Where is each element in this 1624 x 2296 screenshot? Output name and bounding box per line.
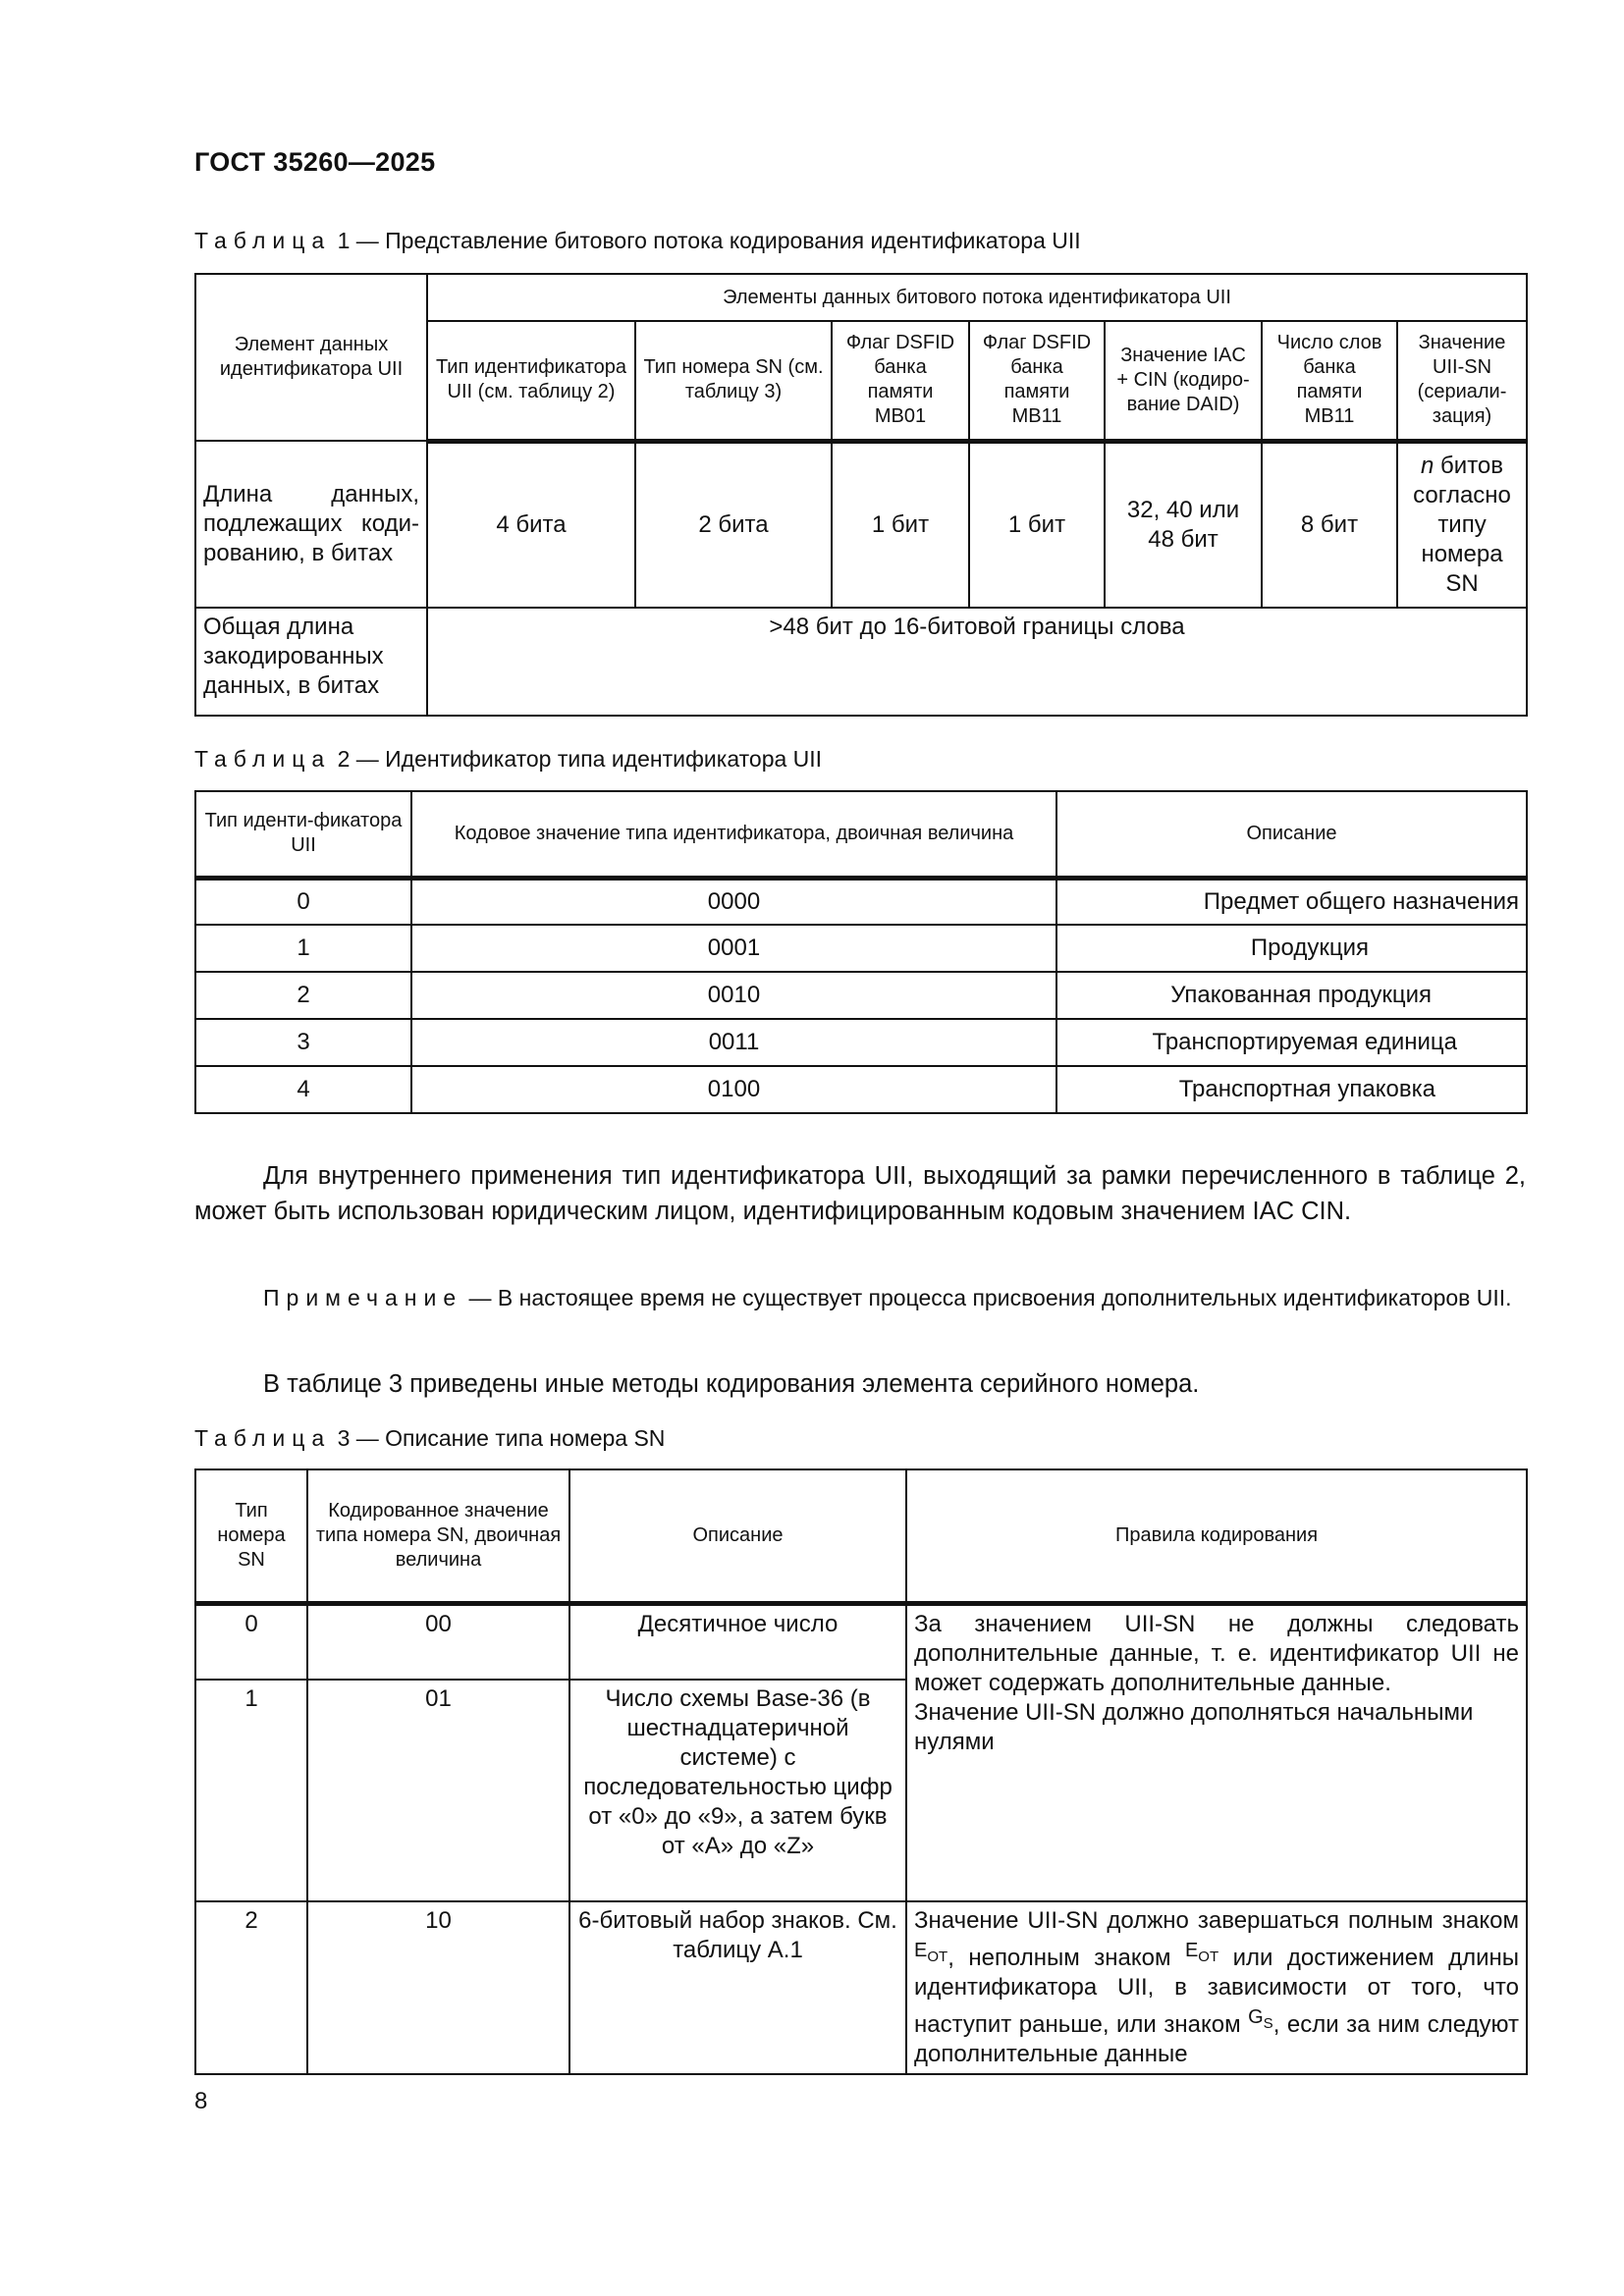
table1-cell: 1 бит — [832, 441, 969, 608]
table2-cell: Транспортная упаковка — [1056, 1066, 1527, 1113]
rule-01-b: Значение UII-SN должно дополняться начальными нулями — [914, 1698, 1474, 1755]
eot-sub: OT — [927, 1949, 948, 1965]
table2 — [194, 790, 1528, 1114]
table2-cell: Предмет общего назначения — [1056, 878, 1527, 925]
table3-cell: 1 — [195, 1680, 307, 1901]
document-header: ГОСТ 35260—2025 — [194, 147, 436, 177]
table2-cell: 4 — [195, 1066, 411, 1113]
table3-header: Тип номера SN — [195, 1469, 307, 1603]
table1-cell: 1 бит — [969, 441, 1105, 608]
gs-main: G — [1248, 2006, 1264, 2028]
rule-2-text: или достижением длины идентификатора UII, в зависимости от того, что наступит раньше, или знаком — [914, 1945, 1519, 2038]
rule-2-text: , если за ним следуют дополнительные данные — [914, 2011, 1519, 2067]
table1-cell: 4 бита — [427, 441, 635, 608]
table2-cell: 1 — [195, 925, 411, 972]
table3-header: Кодированное значение типа номера SN, двоичная величина — [307, 1469, 569, 1603]
note — [194, 1282, 1526, 1313]
table2-cell: 0010 — [411, 972, 1056, 1019]
eot-main: E — [914, 1940, 928, 1961]
eot-sub: OT — [1198, 1949, 1219, 1965]
table2-caption-label: Таблица — [194, 746, 332, 772]
note-text: — В настоящее время не существует процесса присвоения дополнительных идентификаторов UII. — [462, 1285, 1512, 1310]
table2-cell: 3 — [195, 1019, 411, 1066]
table1-cell: 2 бита — [635, 441, 832, 608]
italic-n: n — [1421, 452, 1435, 479]
table2-cell: Продукция — [1056, 925, 1527, 972]
table3-cell: Десятичное число — [569, 1603, 906, 1680]
table1-header: Число слов банка памяти MB11 — [1262, 321, 1397, 441]
table3-cell: 00 — [307, 1603, 569, 1680]
paragraph-1: Для внутреннего применения тип идентификатора UII, выходящий за рамки перечисленного в таблице 2, может быть использован юридическим лицом, идентифицированным кодовым значением IAC CIN. — [194, 1162, 1526, 1225]
table2-cell: 0011 — [411, 1019, 1056, 1066]
sn-length-text: битов согласно типу номера SN — [1413, 452, 1511, 597]
table2-cell: 2 — [195, 972, 411, 1019]
table3-caption-text: 3 — Описание типа номера SN — [331, 1425, 666, 1451]
table3-caption — [194, 1425, 665, 1452]
table2-header: Тип иденти-фикатора UII — [195, 791, 411, 878]
table3-cell: 01 — [307, 1680, 569, 1901]
table1-cell: 8 бит — [1262, 441, 1397, 608]
table1-group-header: Элементы данных битового потока идентификатора UII — [427, 274, 1527, 321]
table2-header: Описание — [1056, 791, 1527, 878]
table1-header: Значение IAC + CIN (кодиро-вание DAID) — [1105, 321, 1262, 441]
table2-caption-text: 2 — Идентификатор типа идентификатора UII — [331, 746, 823, 772]
table1-cell: 32, 40 или 48 бит — [1105, 441, 1262, 608]
table3-cell: 10 — [307, 1901, 569, 2074]
rule-2-text: , неполным знаком — [947, 1945, 1185, 1971]
gs-sub: S — [1263, 2015, 1273, 2032]
paragraph-2: В таблице 3 приведены иные методы кодирования элемента серийного номера. — [263, 1370, 1200, 1398]
rule-2-text: Значение UII-SN должно завершаться полным знаком — [914, 1907, 1519, 1934]
table2-cell: 0000 — [411, 878, 1056, 925]
table1-header: Значение UII-SN (сериали-зация) — [1397, 321, 1527, 441]
table2-cell: 0 — [195, 878, 411, 925]
table2-header: Кодовое значение типа идентификатора, двоичная величина — [411, 791, 1056, 878]
table2-cell: 0100 — [411, 1066, 1056, 1113]
table2-cell: Упакованная продукция — [1056, 972, 1527, 1019]
table1-cell-total: >48 бит до 16-битовой границы слова — [427, 608, 1527, 716]
eot-symbol — [914, 1940, 948, 1965]
table1-header: Флаг DSFID банка памяти MB11 — [969, 321, 1105, 441]
table1-header: Тип идентификатора UII (см. таблицу 2) — [427, 321, 635, 441]
note-label: Примечание — [263, 1285, 463, 1310]
table2-caption — [194, 746, 822, 773]
table1 — [194, 273, 1528, 717]
table3-caption-label: Таблица — [194, 1425, 332, 1451]
table1-caption-label: Таблица — [194, 228, 332, 253]
eot-symbol — [1184, 1940, 1219, 1965]
table2-cell: 0001 — [411, 925, 1056, 972]
table3-header: Правила кодирования — [906, 1469, 1527, 1603]
rule-01-a: За значением UII-SN не должны следовать дополнительные данные, т. е. идентификатор UII не может содержать дополнительные данные. — [914, 1610, 1519, 1696]
table1-cell-sn-length — [1397, 441, 1527, 608]
table3 — [194, 1468, 1528, 2075]
table3-cell: 2 — [195, 1901, 307, 2074]
table1-row-label: Общая длина закодированных данных, в битах — [195, 608, 427, 716]
table3-cell: 0 — [195, 1603, 307, 1680]
table1-header: Флаг DSFID банка памяти MB01 — [832, 321, 969, 441]
table1-row-label: Длина данных, подлежащих коди-рованию, в битах — [195, 441, 427, 608]
table3-rule-cell — [906, 1603, 1527, 1901]
table1-caption-text: 1 — Представление битового потока кодирования идентификатора UII — [331, 228, 1081, 253]
table3-header: Описание — [569, 1469, 906, 1603]
gs-symbol — [1248, 2006, 1273, 2032]
table3-rule-cell — [906, 1901, 1527, 2074]
table2-cell: Транспортируемая единица — [1056, 1019, 1527, 1066]
table1-header: Тип номера SN (см. таблицу 3) — [635, 321, 832, 441]
table1-col0-header: Элемент данных идентификатора UII — [195, 274, 427, 441]
table1-caption — [194, 228, 1081, 254]
eot-main: E — [1184, 1940, 1199, 1961]
table3-cell: 6-битовый набор знаков. См. таблицу А.1 — [569, 1901, 906, 2074]
table3-cell: Число схемы Base-36 (в шестнадцатеричной системе) с последовательностью цифр от «0» до «9», а затем букв от «A» до «Z» — [569, 1680, 906, 1901]
page-number: 8 — [194, 2088, 208, 2114]
